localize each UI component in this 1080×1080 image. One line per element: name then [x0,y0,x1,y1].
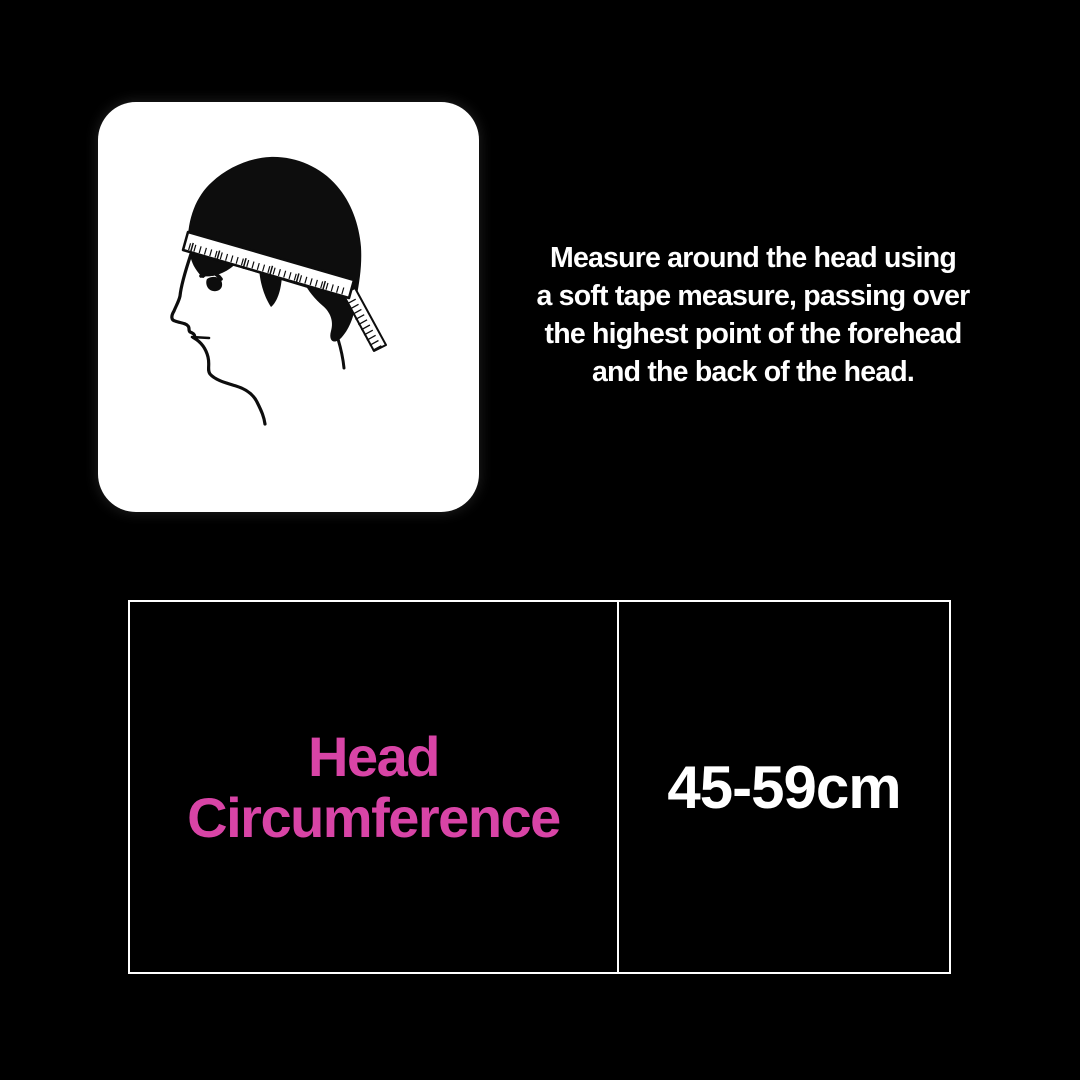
head-circumference-value: 45-59cm [667,753,901,821]
instruction-line: a soft tape measure, passing over [536,280,970,312]
measurement-card [98,102,479,512]
size-table [128,600,951,974]
instruction-line: and the back of the head. [591,356,915,388]
mouth-line [192,337,209,338]
head-circumference-label: Head Circumference [187,724,560,849]
size-table-label-cell [130,602,619,972]
instruction-line: the highest point of the forehead [544,318,962,350]
nape-line [338,339,344,368]
size-table-value-cell [619,602,949,972]
instruction-line: Measure around the head using [550,242,956,274]
instruction-text [493,239,1013,391]
head-tape-measure-illustration [98,102,479,512]
eye [206,277,222,291]
